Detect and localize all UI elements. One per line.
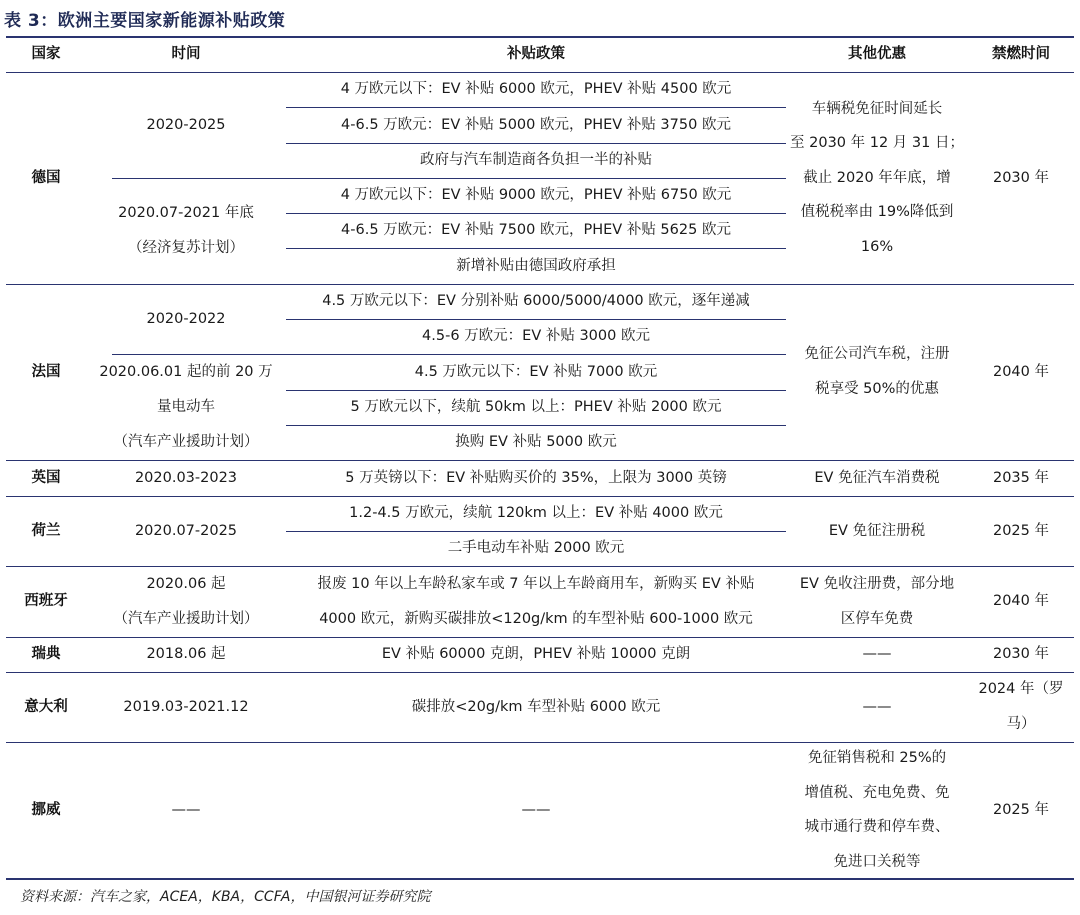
france-time-1: 2020-2022 xyxy=(146,310,226,327)
country-germany: 德国 xyxy=(31,169,61,186)
germany-time-2-line: 2020.07-2021 年底 xyxy=(118,205,254,221)
header-policy: 补贴政策 xyxy=(507,46,565,62)
spain-policy xyxy=(286,566,786,637)
france-time-2-line: （汽车产业援助计划） xyxy=(113,433,259,450)
uk-other: EV 免征汽车消费税 xyxy=(814,469,940,486)
italy-ban-line: 2024 年（罗 xyxy=(978,681,1064,697)
spain-ban: 2040 年 xyxy=(992,593,1049,609)
netherlands-ban: 2025 年 xyxy=(992,522,1049,539)
norway-other-line: 免征销售税和 25%的 xyxy=(807,750,947,766)
germany-policy-6: 新增补贴由德国政府承担 xyxy=(456,257,616,274)
sweden-policy: EV 补贴 60000 克朗，PHEV 补贴 10000 克朗 xyxy=(381,646,691,662)
header-ban: 禁燃时间 xyxy=(992,46,1050,62)
norway-ban: 2025 年 xyxy=(992,801,1049,818)
uk-time: 2020.03-2023 xyxy=(134,469,238,486)
france-policy-5: 换购 EV 补贴 5000 欧元 xyxy=(455,434,617,450)
spain-time xyxy=(86,566,286,637)
country-uk: 英国 xyxy=(31,469,61,486)
germany-policy-4: 4 万欧元以下：EV 补贴 9000 欧元，PHEV 补贴 6750 欧元 xyxy=(340,187,732,203)
country-netherlands: 荷兰 xyxy=(31,522,61,539)
spain-other xyxy=(786,566,968,637)
spain-time-line: （汽车产业援助计划） xyxy=(113,610,259,627)
spain-other-line: EV 免收注册费，部分地 xyxy=(799,575,955,592)
country-sweden: 瑞典 xyxy=(31,646,61,662)
spain-policy-line: 4000 欧元，新购买碳排放<120g/km 的车型补贴 600-1000 欧元 xyxy=(319,610,753,627)
uk-policy: 5 万英镑以下：EV 补贴购买价的 35%，上限为 3000 英镑 xyxy=(345,469,727,486)
france-policy-3: 4.5 万欧元以下：EV 补贴 7000 欧元 xyxy=(414,363,658,380)
france-other-line: 免征公司汽车税，注册 xyxy=(804,346,950,362)
header-time: 时间 xyxy=(171,46,201,62)
germany-other-line: 截止 2020 年年底，增 xyxy=(803,169,951,186)
country-italy: 意大利 xyxy=(24,698,68,715)
sweden-time: 2018.06 起 xyxy=(146,646,226,662)
norway-policy: —— xyxy=(521,801,551,818)
country-spain: 西班牙 xyxy=(24,593,68,609)
germany-time-2 xyxy=(86,178,286,284)
norway-other xyxy=(786,742,968,878)
germany-other-line: 值税税率由 19%降低到 xyxy=(800,204,954,221)
country-norway: 挪威 xyxy=(31,801,61,818)
uk-ban: 2035 年 xyxy=(992,469,1049,486)
netherlands-policy-2: 二手电动车补贴 2000 欧元 xyxy=(447,540,625,556)
norway-other-line: 城市通行费和停车费、 xyxy=(804,819,950,835)
france-policy-4: 5 万欧元以下，续航 50km 以上：PHEV 补贴 2000 欧元 xyxy=(350,399,722,415)
spain-time-line: 2020.06 起 xyxy=(146,575,226,592)
germany-other xyxy=(786,72,968,284)
sweden-other: —— xyxy=(862,646,892,662)
germany-ban: 2030 年 xyxy=(992,169,1049,186)
spain-other-line: 区停车免费 xyxy=(840,610,914,627)
france-time-2 xyxy=(86,354,286,460)
germany-time-2-line: （经济复苏计划） xyxy=(128,240,244,256)
norway-other-line: 增值税、充电免费、免 xyxy=(804,784,950,801)
italy-time: 2019.03-2021.12 xyxy=(123,698,249,715)
header-other: 其他优惠 xyxy=(848,46,906,62)
italy-policy: 碳排放<20g/km 车型补贴 6000 欧元 xyxy=(411,698,661,715)
italy-ban xyxy=(968,672,1074,742)
netherlands-policy-1: 1.2-4.5 万欧元，续航 120km 以上：EV 补贴 4000 欧元 xyxy=(349,505,723,521)
france-ban: 2040 年 xyxy=(992,363,1049,380)
france-time-2-line: 2020.06.01 起的前 20 万 xyxy=(99,363,273,380)
france-other-line: 税享受 50%的优惠 xyxy=(815,381,939,397)
header-country: 国家 xyxy=(31,46,61,62)
spain-policy-line: 报废 10 年以上车龄私家车或 7 年以上车龄商用车，新购买 EV 补贴 xyxy=(317,575,755,592)
italy-ban-line: 马） xyxy=(1006,716,1036,732)
netherlands-other: EV 免征注册税 xyxy=(828,522,926,539)
source-note: 资料来源：汽车之家，ACEA，KBA，CCFA，中国银河证券研究院 xyxy=(20,889,431,905)
sweden-ban: 2030 年 xyxy=(992,646,1049,662)
germany-policy-2: 4-6.5 万欧元：EV 补贴 5000 欧元，PHEV 补贴 3750 欧元 xyxy=(341,116,731,133)
france-other xyxy=(786,284,968,460)
table-title: 表 3：欧洲主要国家新能源补贴政策 xyxy=(4,11,286,31)
france-time-2-line: 量电动车 xyxy=(157,398,215,415)
germany-other-line: 16% xyxy=(860,238,894,255)
italy-other: —— xyxy=(862,698,892,715)
germany-policy-5: 4-6.5 万欧元：EV 补贴 7500 欧元，PHEV 补贴 5625 欧元 xyxy=(341,222,731,238)
germany-policy-1: 4 万欧元以下：EV 补贴 6000 欧元，PHEV 补贴 4500 欧元 xyxy=(340,81,732,97)
germany-policy-3: 政府与汽车制造商各负担一半的补贴 xyxy=(420,152,652,168)
france-policy-1: 4.5 万欧元以下：EV 分别补贴 6000/5000/4000 欧元，逐年递减 xyxy=(322,293,750,309)
germany-other-line: 车辆税免征时间延长 xyxy=(811,100,943,117)
netherlands-time: 2020.07-2025 xyxy=(134,522,238,539)
germany-time-1: 2020-2025 xyxy=(146,116,226,133)
france-policy-2: 4.5-6 万欧元：EV 补贴 3000 欧元 xyxy=(422,328,650,344)
norway-other-line: 免进口关税等 xyxy=(833,853,921,870)
norway-time: —— xyxy=(171,801,201,818)
germany-other-line: 至 2030 年 12 月 31 日； xyxy=(790,135,964,152)
country-france: 法国 xyxy=(31,363,61,380)
